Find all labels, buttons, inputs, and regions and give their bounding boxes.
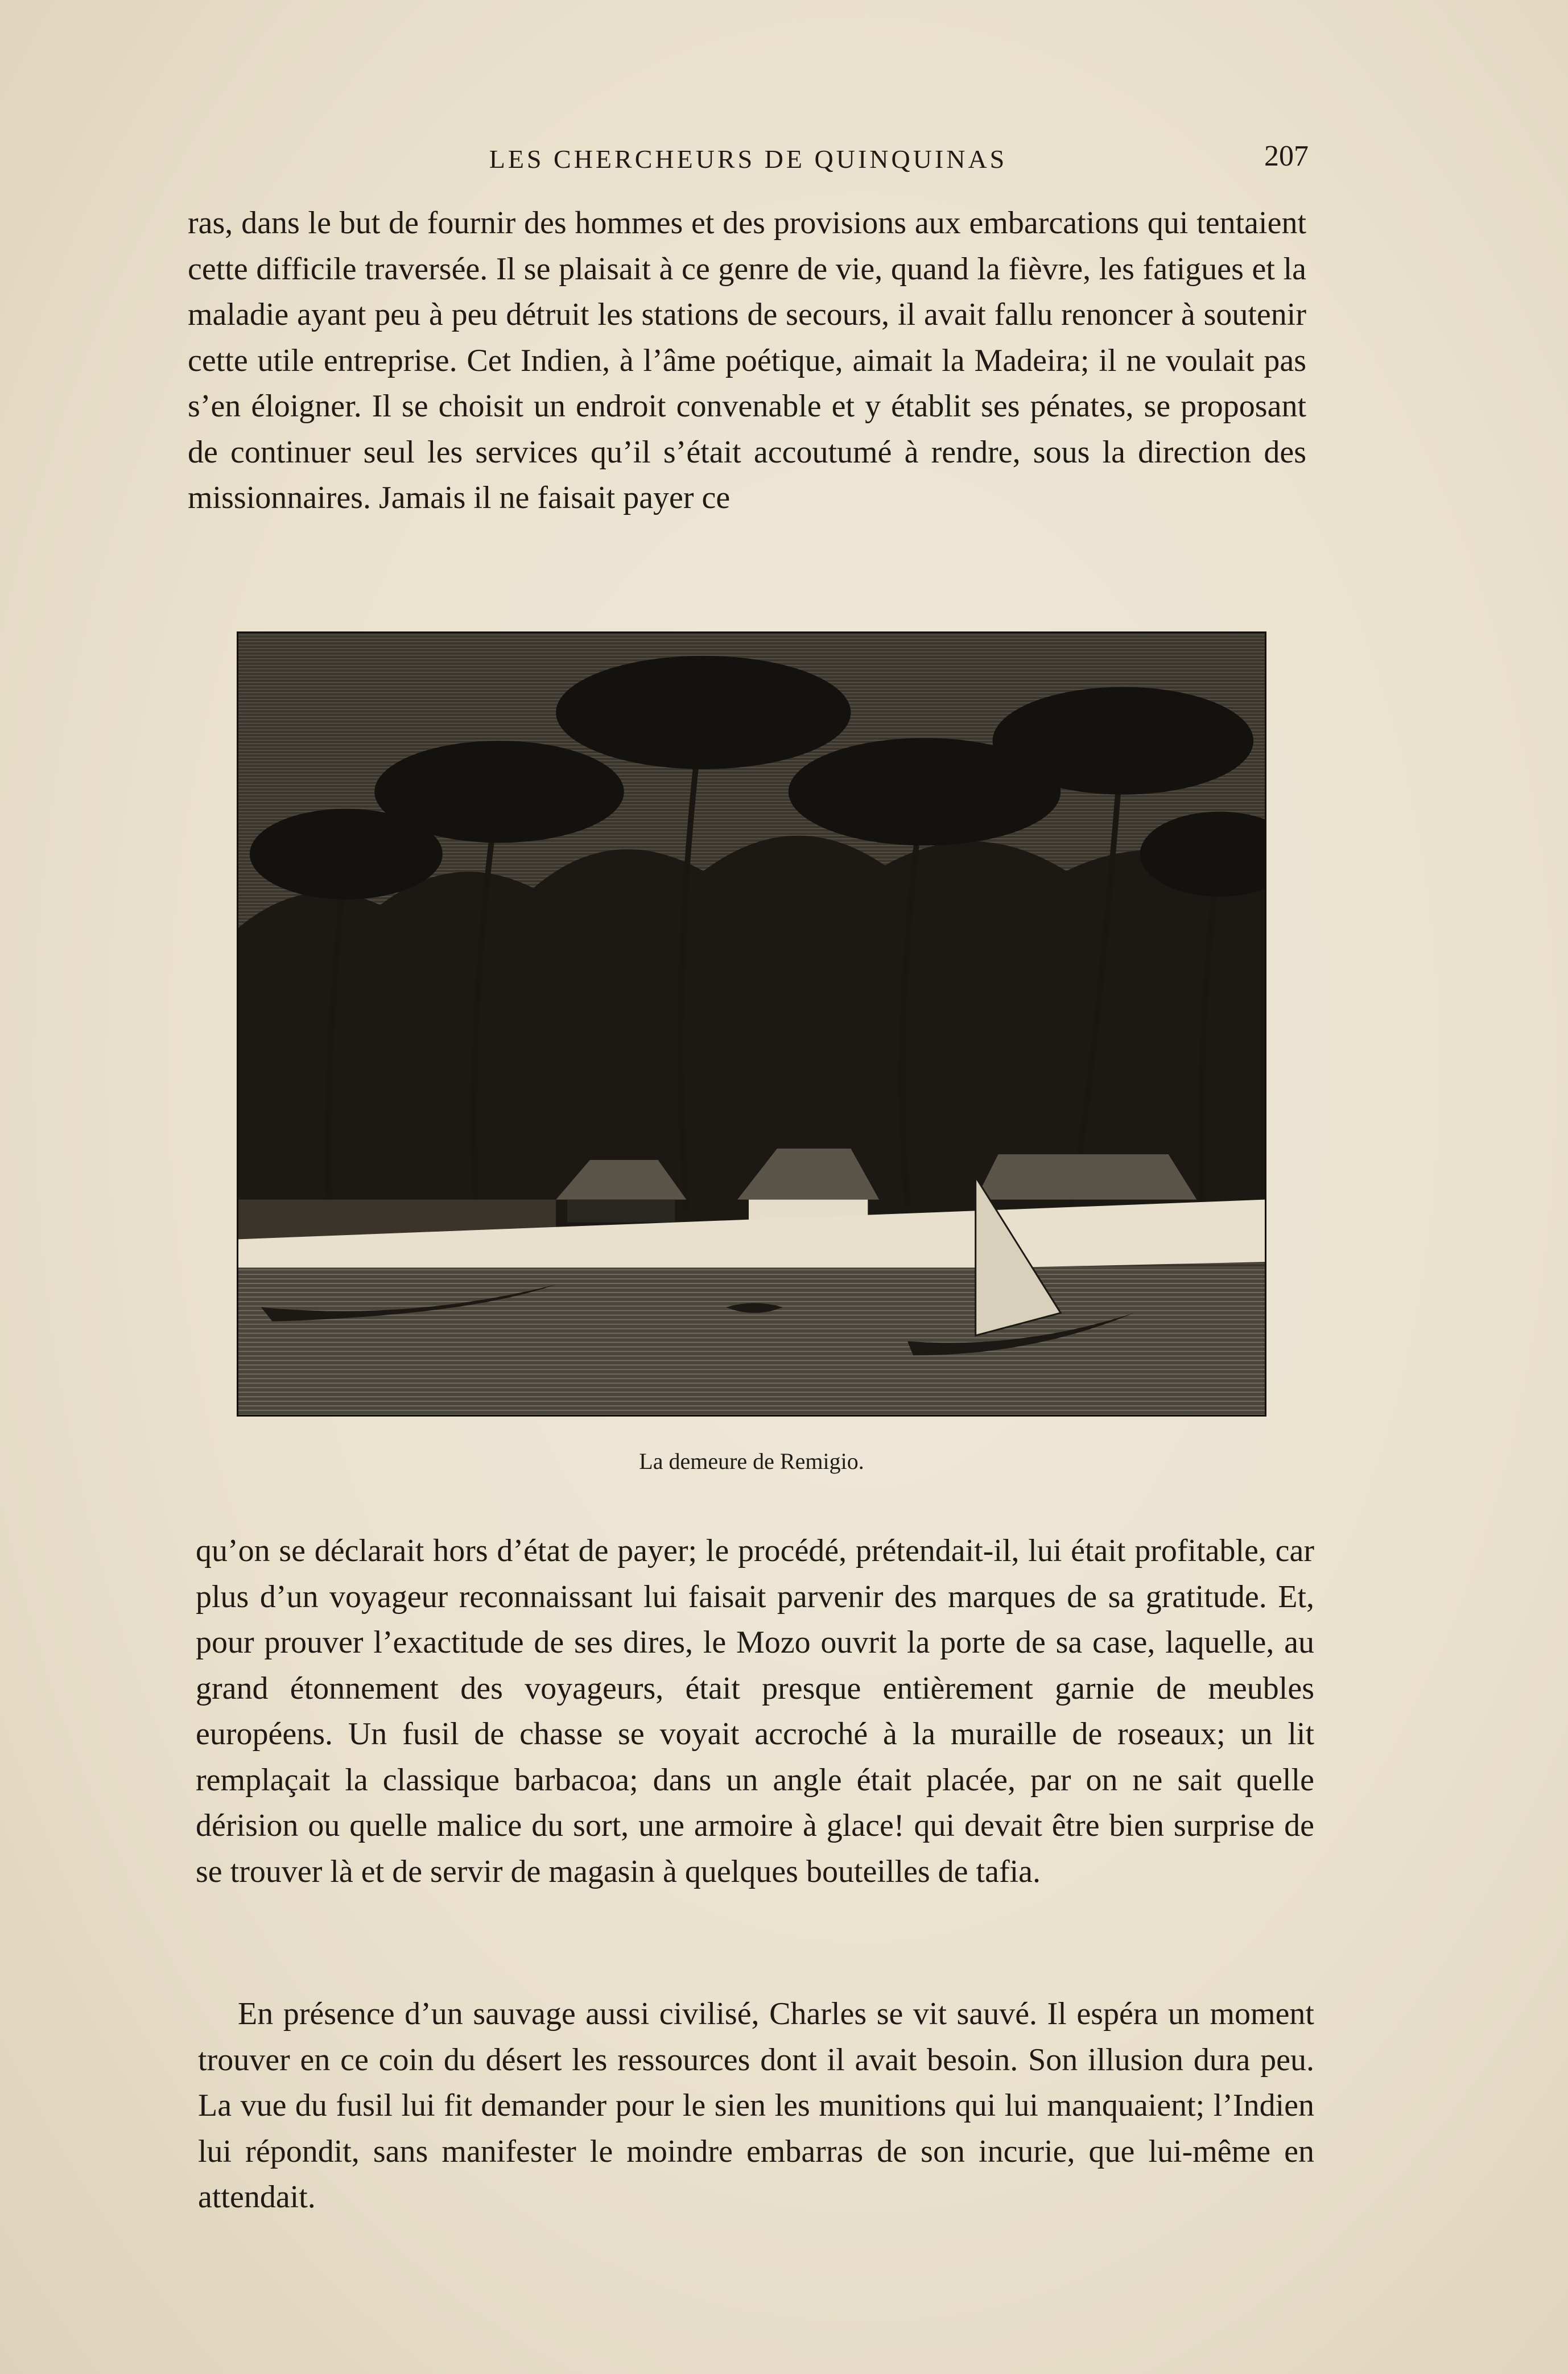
river-water (238, 1267, 1265, 1415)
page-header (188, 139, 1309, 179)
engraving-illustration (237, 631, 1266, 1417)
figure-caption: La demeure de Remigio. (639, 1448, 864, 1474)
paragraph-3: En présence d’un sauvage aussi civilisé, Charles se vit sauvé. Il espéra un moment trouver en ce coin du désert les ressources dont il avait besoin. Son illusion dura peu. La vue du fusil lui fit demander pour le sien les munitions qui lui manquaient; l’Indien lui répondit, sans manifester le moindre embarras de son incurie, que lui-même en attendait. (198, 1996, 1314, 2215)
running-head: LES CHERCHEURS DE QUINQUINAS (489, 144, 1008, 174)
engraving-artwork (238, 633, 1265, 1415)
paragraph-1: ras, dans le but de fournir des hommes et des provisions aux embarcations qui tentaient cette difficile traversée. Il se plaisait à ce genre de vie, quand la fièvre, les fatigues et la maladie ayant peu à peu détruit les stations de secours, il avait fallu renoncer à soutenir cette utile entreprise. Cet Indien, à l’âme poétique, aimait la Madeira; il ne voulait pas s’en éloigner. Il se choisit un endroit convenable et y établit ses pénates, se proposant de continuer seul les services qu’il s’était accoutumé à rendre, sous la direction des missionnaires. Jamais il ne faisait payer ce (188, 205, 1306, 515)
paragraph-2: qu’on se déclarait hors d’état de payer; le procédé, prétendait-il, lui était profitable, car plus d’un voyageur reconnaissant lui faisait parvenir des marques de sa gratitude. Et, pour prouver l’exactitude de ses dires, le Mozo ouvrit la porte de sa case, laquelle, au grand étonnement des voyageurs, était presque entièrement garnie de meubles européens. Un fusil de chasse se voyait accroché à la muraille de roseaux; un lit remplaçait la classique barbacoa; dans un angle était placée, par on ne sait quelle dérision ou quelle malice du sort, une armoire à glace! qui devait être bien surprise de se trouver là et de servir de magasin à quelques bouteilles de tafia. (196, 1533, 1314, 1889)
page-number: 207 (1264, 140, 1309, 172)
